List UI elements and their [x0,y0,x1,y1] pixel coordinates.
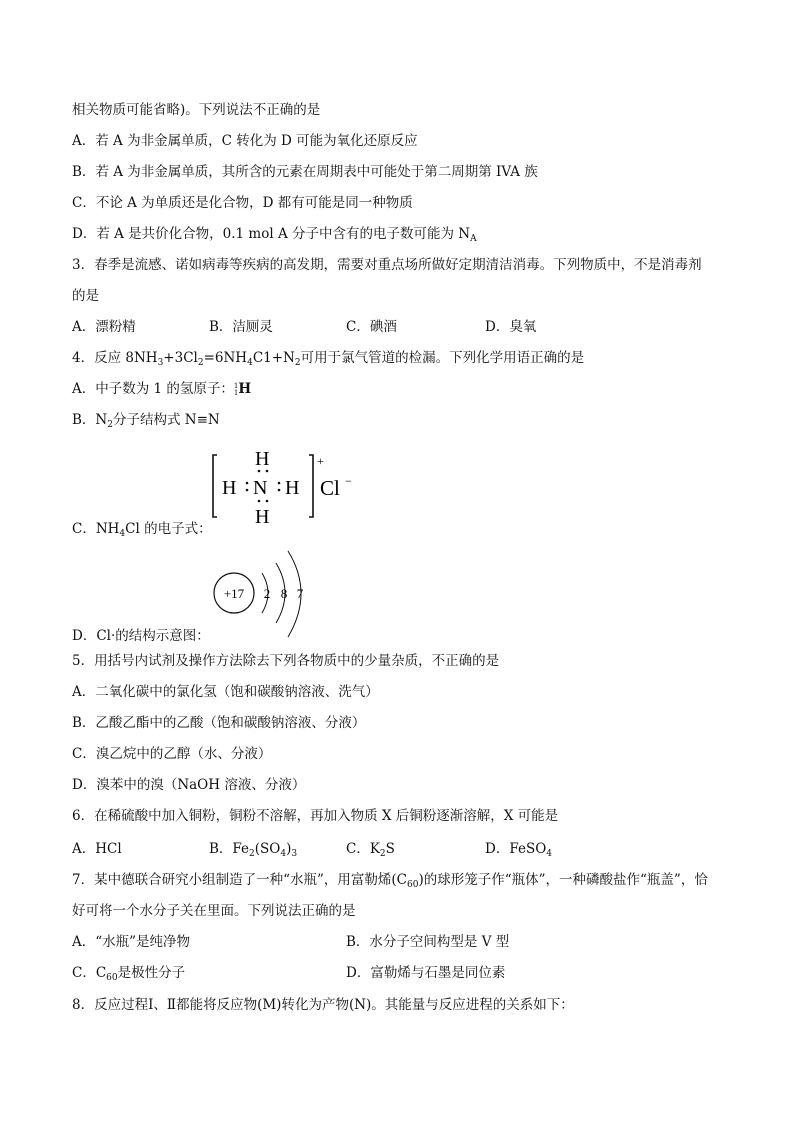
q2-option-d: D．若 A 是共价化合物，0.1 mol A 分子中含有的电子数可能为 $N_A$ [72,226,477,244]
q7-option-a: A．“水瓶”是纯净物 [72,934,191,950]
h-bottom: H [255,506,270,528]
q3-option-a: A．漂粉精 [72,319,136,335]
q5-option-b: B．乙酸乙酯中的乙酸（饱和碳酸钠溶液、分液） [72,715,366,731]
q3-option-c: C．碘酒 [346,319,397,335]
h-left: H [222,477,237,499]
q7-stem-line2: 好可将一个水分子关在里面。下列说法正确的是 [72,903,356,919]
q4-option-b: B．$N_2$分子结构式 N≡N [72,412,220,430]
q7-option-d: D．富勒烯与石墨是同位素 [346,965,506,981]
q6-option-b: B．$Fe_2(SO_4)_3$ [209,841,298,859]
q4-option-d: D．Cl·的结构示意图： [72,628,210,644]
chloride-symbol: Cl [320,476,340,500]
ammonium-chloride-electron-formula [205,445,365,530]
shell-2-count: 8 [280,586,288,601]
q4-stem: 4．反应 $8NH_3+3Cl_2=6NH_4C1+N_2$可用于氯气管道的检漏。下列化学用语正确的是 [72,350,585,368]
q3-option-d: D．臭氧 [485,319,537,335]
q3-option-b: B．洁厕灵 [209,319,273,335]
q2-option-c: C．不论 A 为单质还是化合物，D 都有可能是同一种物质 [72,195,413,211]
chlorine-structure-diagram [210,545,320,640]
q4-option-c: C．$NH_4Cl$ 的电子式： [72,521,212,539]
q5-option-a: A．二氧化碳中的氯化氢（饱和碳酸钠溶液、洗气） [72,684,379,700]
shell-3-count: 7 [296,586,304,601]
q6-option-c: C．$K_2S$ [346,841,395,859]
anion-charge: − [345,474,352,488]
nucleus-charge: +17 [223,586,245,601]
q8-stem: 8．反应过程Ⅰ、Ⅱ都能将反应物(M)转化为产物(N)。其能量与反应进程的关系如下： [72,997,574,1013]
q3-stem-line2: 的是 [72,288,99,304]
q5-stem: 5．用括号内试剂及操作方法除去下列各物质中的少量杂质，不正确的是 [72,653,500,669]
q2-option-b: B．若 A 为非金属单质，其所含的元素在周期表中可能处于第二周期第 IVA 族 [72,164,538,180]
q3-stem-line1: 3．春季是流感、诺如病毒等疾病的高发期，需要对重点场所做好定期清洁消毒。下列物质中，不是消毒剂 [72,257,702,273]
q6-option-a: A．HCl [72,841,122,857]
h-right: H [285,477,300,499]
q5-option-c: C．溴乙烷中的乙醇（水、分液） [72,746,272,762]
shell-1-count: 2 [263,586,271,601]
cation-charge: + [317,454,324,468]
q7-option-b: B．水分子空间构型是 V 型 [346,934,510,950]
q2-stem-tail: 相关物质可能省略)。下列说法不正确的是 [72,102,321,118]
q6-stem: 6．在稀硫酸中加入铜粉，铜粉不溶解，再加入物质 X 后铜粉逐渐溶解，X 可能是 [72,808,559,824]
q5-option-d: D．溴苯中的溴（NaOH 溶液、分液） [72,777,306,793]
q2-option-a: A．若 A 为非金属单质，C 转化为 D 可能为氧化还原反应 [72,133,418,149]
hydrogen-nuclide: 1 1 H [233,381,252,397]
q7-stem-line1: 7．某中德联合研究小组制造了一种“水瓶”，用富勒烯$(C_{60})$的球形笼子作“瓶体”，一种磷酸盐作“瓶盖”，恰 [72,872,708,890]
q6-option-d: D．FeSO$_4$ [485,841,552,859]
q7-option-c: C．$C_{60}$是极性分子 [72,965,186,983]
n-center: N [253,477,268,499]
h-top: H [255,448,270,470]
q4-option-a: A．中子数为 1 的氢原子： 1 1 H [72,381,252,397]
